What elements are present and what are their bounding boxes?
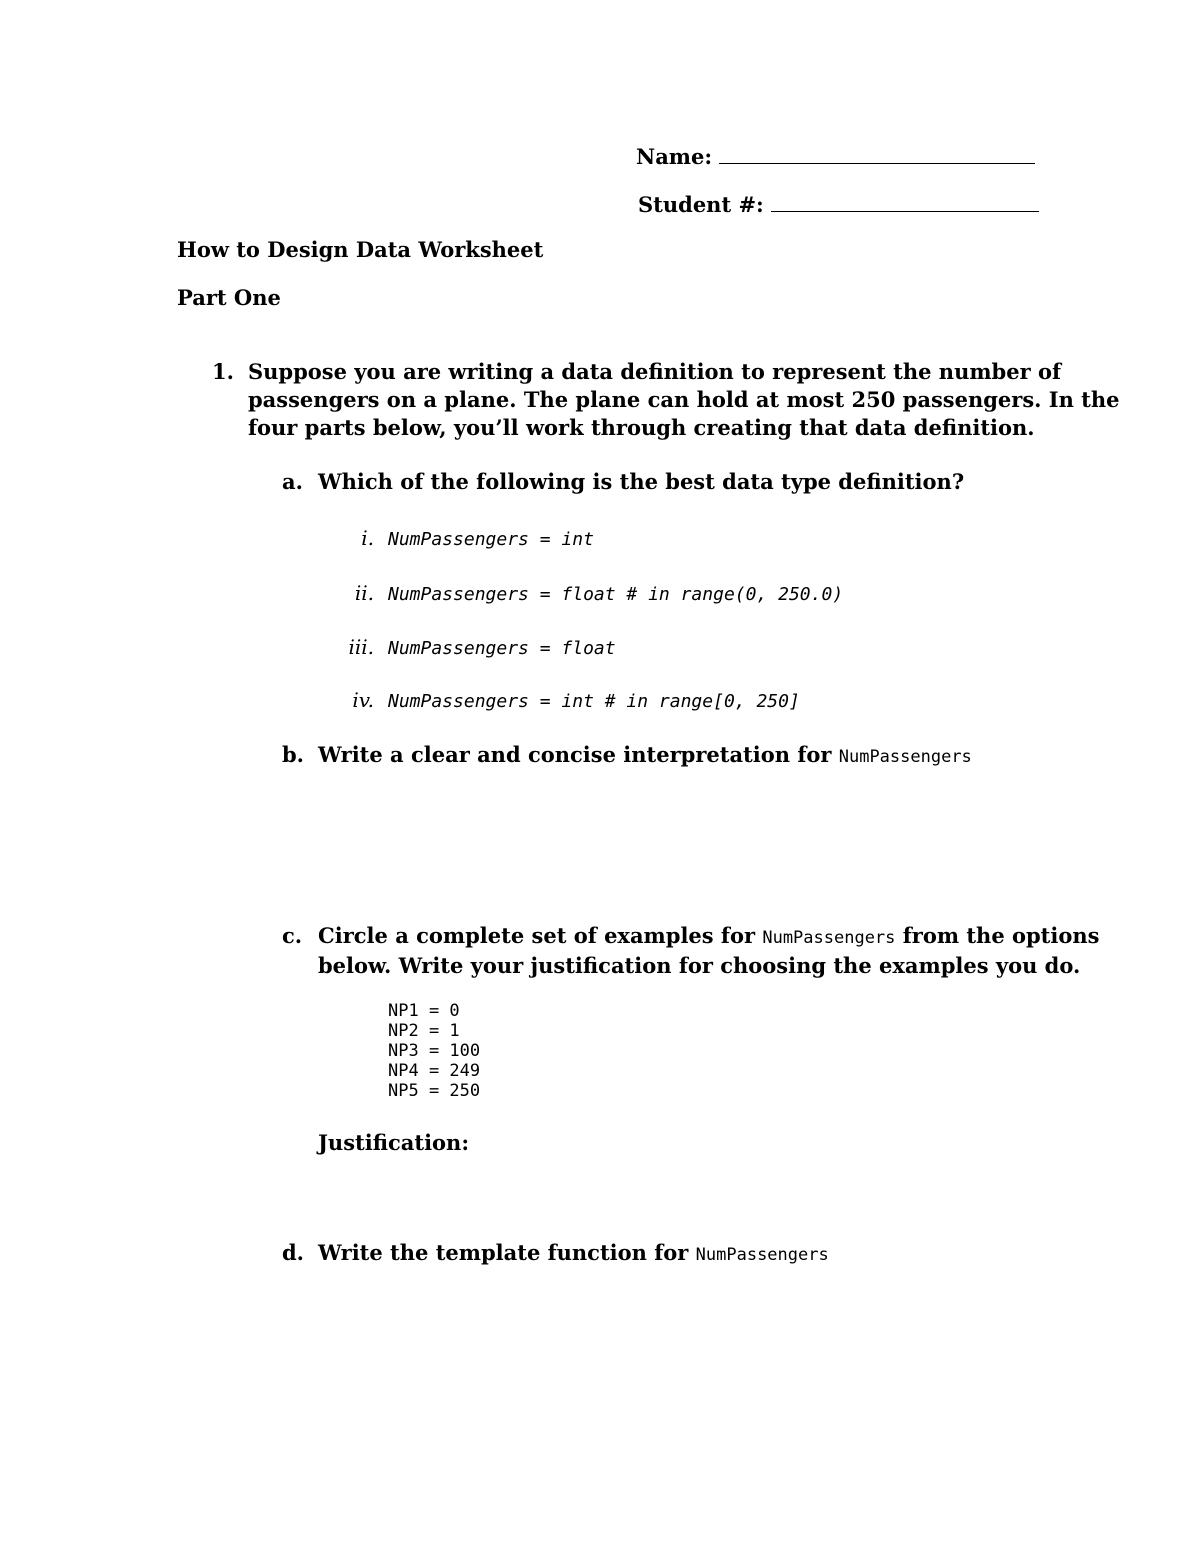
subquestion-text: Circle a complete set of examples for bbox=[318, 923, 763, 948]
option-iv[interactable] bbox=[330, 688, 800, 712]
option-numeral: i. bbox=[361, 526, 374, 550]
option-i[interactable] bbox=[330, 526, 594, 550]
subquestion-text-line2: below. Write your justification for choosing the examples you do. bbox=[318, 953, 1081, 978]
option-numeral: ii. bbox=[354, 581, 374, 605]
question-text-line: four parts below, you’ll work through creating that data definition. bbox=[248, 415, 1035, 440]
example-line[interactable]: NP2 = 1 bbox=[388, 1021, 460, 1041]
subquestion-text: Write a clear and concise interpretation for bbox=[318, 742, 839, 767]
example-line[interactable]: NP1 = 0 bbox=[388, 1001, 460, 1021]
subquestion-marker: b. bbox=[282, 742, 304, 767]
option-numeral: iv. bbox=[352, 688, 374, 712]
option-iii[interactable] bbox=[330, 635, 616, 659]
example-line[interactable]: NP5 = 250 bbox=[388, 1081, 481, 1101]
name-blank-line[interactable] bbox=[719, 145, 1035, 164]
subquestion-marker: a. bbox=[282, 469, 303, 494]
option-code: NumPassengers = int # in range[0, 250] bbox=[388, 691, 800, 712]
inline-code: NumPassengers bbox=[838, 747, 972, 767]
justification-label: Justification: bbox=[318, 1130, 470, 1155]
subquestion-text: from the options bbox=[895, 923, 1100, 948]
inline-code: NumPassengers bbox=[762, 928, 896, 948]
student-number-label: Student #: bbox=[638, 192, 764, 217]
subquestion-c bbox=[282, 922, 1099, 980]
question-number: 1. bbox=[212, 359, 234, 384]
option-code: NumPassengers = float # in range(0, 250.0) bbox=[388, 584, 844, 605]
subquestion-marker: c. bbox=[282, 923, 303, 948]
subquestion-a bbox=[282, 468, 964, 496]
student-number-field-row bbox=[638, 192, 1039, 217]
question-text bbox=[248, 358, 1120, 442]
option-numeral: iii. bbox=[348, 635, 374, 659]
subquestion-b bbox=[282, 741, 972, 771]
example-line[interactable]: NP4 = 249 bbox=[388, 1061, 481, 1081]
subquestion-d bbox=[282, 1239, 829, 1269]
name-label: Name: bbox=[636, 144, 713, 169]
subquestion-text: Write the template function for bbox=[318, 1240, 696, 1265]
name-field-row bbox=[636, 144, 1035, 169]
part-heading: Part One bbox=[177, 285, 281, 310]
option-code: NumPassengers = int bbox=[388, 529, 594, 550]
subquestion-text: Which of the following is the best data type definition? bbox=[318, 469, 965, 494]
examples-list bbox=[388, 1001, 480, 1101]
option-code: NumPassengers = float bbox=[388, 638, 616, 659]
page-title: How to Design Data Worksheet bbox=[177, 237, 544, 262]
question-text-line: Suppose you are writing a data definition to represent the number of bbox=[248, 359, 1062, 384]
inline-code: NumPassengers bbox=[695, 1245, 829, 1265]
question-text-line: passengers on a plane. The plane can hold at most 250 passengers. In the bbox=[248, 387, 1120, 412]
subquestion-marker: d. bbox=[282, 1240, 304, 1265]
option-ii[interactable] bbox=[330, 581, 843, 605]
example-line[interactable]: NP3 = 100 bbox=[388, 1041, 481, 1061]
student-number-blank-line[interactable] bbox=[771, 193, 1039, 212]
